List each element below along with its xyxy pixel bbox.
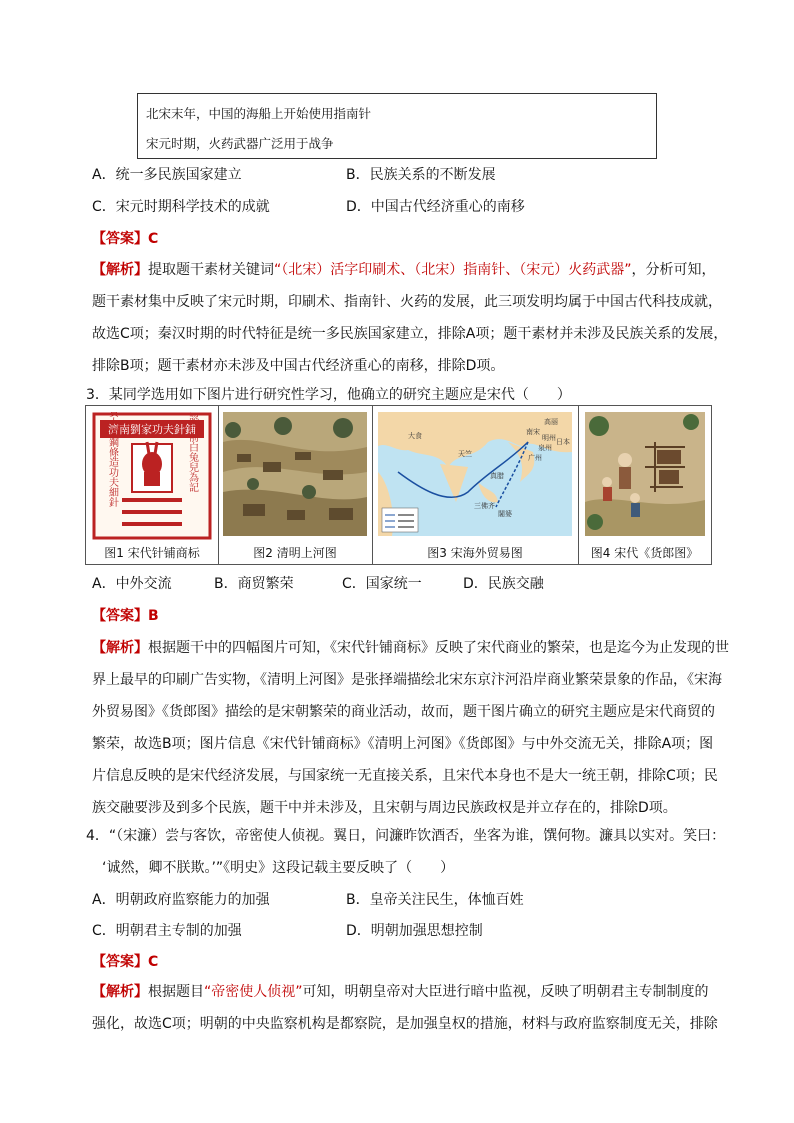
figure-caption: 图2 清明上河图 — [253, 546, 337, 560]
question-stem: 4．“（宋濂）尝与客饮，帝密使人侦视。翼日，问濂昨饮酒否，坐客为谁，馔何物。濂具以实对。笑曰： — [86, 828, 726, 844]
analysis-text: 提取题干素材关键词 — [148, 262, 274, 278]
analysis-tag: 【解析】 — [92, 640, 148, 656]
analysis-quote: “（北宋）活字印刷术、（北宋）指南针、（宋元）火药武器” — [274, 262, 632, 278]
analysis-tag: 【解析】 — [92, 262, 148, 278]
image-row — [85, 405, 712, 565]
option-d: D．中国古代经济重心的南移 — [346, 199, 525, 215]
option-d: D．明朝加强思想控制 — [346, 923, 483, 939]
option-a: A．中外交流 — [92, 576, 172, 592]
analysis-text: 根据题目 — [148, 984, 204, 1000]
map-label: 高丽 — [544, 418, 558, 426]
option-c: C．宋元时期科学技术的成就 — [92, 199, 270, 215]
shop-seal-image — [92, 412, 212, 540]
analysis-line: 族交融要涉及到多个民族，题干中并未涉及，且宋朝与周边民族政权是并立存在的，排除D项。 — [92, 800, 677, 816]
option-b: B．商贸繁荣 — [214, 576, 294, 592]
figure-caption: 图1 宋代针铺商标 — [104, 546, 200, 560]
material-line: 北宋末年，中国的海船上开始使用指南针 — [146, 106, 372, 121]
qingming-painting-image — [223, 412, 367, 536]
analysis-text: ，分析可知， — [631, 262, 716, 278]
option-c: C．明朝君主专制的加强 — [92, 923, 242, 939]
map-label: 日本 — [556, 438, 570, 446]
analysis-line: 繁荣，故选B项；图片信息《宋代针铺商标》《清明上河图》《货郎图》与中外交流无关，排除A项；图 — [92, 736, 714, 752]
seal-right-text: 認門前白兔兒為記 — [186, 412, 198, 492]
material-line: 宋元时期，火药武器广泛用于战争 — [146, 136, 334, 151]
peddler-painting-image — [585, 412, 705, 536]
analysis-tag: 【解析】 — [92, 984, 148, 1000]
map-label: 明州 — [542, 434, 556, 442]
option-a: A．统一多民族国家建立 — [92, 167, 242, 183]
figure-caption: 图3 宋海外贸易图 — [427, 546, 523, 560]
analysis-line: 片信息反映的是宋代经济发展，与国家统一无直接关系，且宋代本身也不是大一统王朝，排除C项；民 — [92, 768, 718, 784]
map-label: 南宋 — [526, 428, 540, 436]
analysis-line: 强化，故选C项；明朝的中央监察机构是都察院，是加强皇权的措施，材料与政府监察制度无关，排除 — [92, 1016, 718, 1032]
figure-2 — [218, 406, 373, 564]
analysis-text: 可知，明朝皇帝对大臣进行暗中监视，反映了明朝君主专制制度的 — [302, 984, 709, 1000]
option-d: D．民族交融 — [463, 576, 544, 592]
seal-left-text: 收買上等鋼條造功夫細針 — [106, 412, 118, 507]
analysis-line: 题干素材集中反映了宋元时期，印刷术、指南针、火药的发展，此三项发明均属于中国古代科技成就， — [92, 294, 722, 310]
analysis-line: 故选C项；秦汉时期的时代特征是统一多民族国家建立，排除A项；题干素材并未涉及民族关系的发展， — [92, 326, 728, 342]
analysis-quote: “帝密使人侦视” — [204, 984, 303, 1000]
option-b: B．民族关系的不断发展 — [346, 167, 496, 183]
trade-map-image — [378, 412, 572, 536]
map-label: 泉州 — [538, 444, 552, 452]
analysis-line — [92, 976, 709, 1008]
map-label: 天竺 — [458, 450, 472, 458]
question-stem: 3．某同学选用如下图片进行研究性学习，他确立的研究主题应是宋代（ ） — [86, 387, 571, 403]
option-c: C．国家统一 — [342, 576, 422, 592]
material-box — [137, 93, 657, 159]
answer-label: 【答案】C — [92, 231, 159, 247]
analysis-line — [92, 632, 729, 664]
option-b: B．皇帝关注民生，体恤百姓 — [346, 892, 524, 908]
analysis-line: 外贸易图》《货郎图》描绘的是宋朝繁荣的商业活动，故而，题干图片确立的研究主题应是宋代商贸的 — [92, 704, 715, 720]
map-label: 闍婆 — [498, 510, 512, 518]
map-label: 广州 — [528, 454, 542, 462]
analysis-line: 排除B项；题干素材亦未涉及中国古代经济重心的南移，排除D项。 — [92, 358, 505, 374]
option-a: A．明朝政府监察能力的加强 — [92, 892, 270, 908]
analysis-line: 界上最早的印刷广告实物，《清明上河图》是张择端描绘北宋东京汴河沿岸商业繁荣景象的作品，《宋海 — [92, 672, 722, 688]
figure-caption: 图4 宋代《货郎图》 — [590, 546, 699, 560]
map-label: 真腊 — [490, 472, 504, 480]
map-label: 三佛齐 — [474, 502, 495, 510]
figure-3 — [372, 406, 579, 564]
question-stem: ‘诚然，卿不朕欺。’”《明史》这段记载主要反映了（ ） — [102, 860, 455, 876]
map-label: 大食 — [408, 432, 422, 440]
answer-label: 【答案】B — [92, 608, 159, 624]
analysis-line — [92, 254, 716, 286]
figure-1 — [86, 406, 219, 564]
analysis-text: 根据题干中的四幅图片可知，《宋代针铺商标》反映了宋代商业的繁荣，也是迄今为止发现的世 — [148, 640, 729, 656]
figure-4 — [578, 406, 711, 564]
seal-top-text: 濟南劉家功夫針鋪 — [108, 423, 196, 436]
answer-label: 【答案】C — [92, 954, 159, 970]
